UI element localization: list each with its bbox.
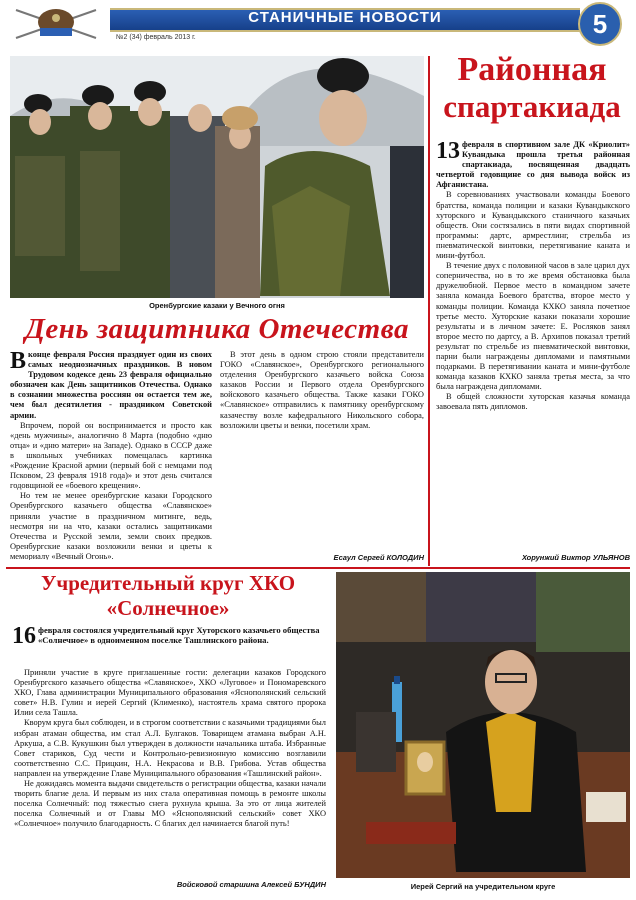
cossack-emblem-logo — [6, 2, 106, 46]
article-column-2 — [220, 350, 424, 550]
article-title-line2: «Солнечное» — [106, 596, 230, 620]
article-body — [436, 140, 630, 550]
article-column-1 — [10, 350, 212, 560]
article-lead: конце февраля Россия празднует один из своих самых неоднозначных праздников. В новом Трудовом кодексе день 23 февраля официально обозначен как День защитников Отечества. Однако в сознании множества россиян он остается тем же, чем был десятилетия - праздником Советской армии. — [10, 350, 212, 420]
author-signature: Есаул Сергей КОЛОДИН — [333, 553, 424, 562]
author-signature: Войсковой старшина Алексей БУНДИН — [176, 880, 326, 889]
article-paragraph: В этот день в одном строю стояли представители ГОКО «Славянское», Оренбургского регионального отделения Оренбургского казачьего войска Союза казаков России и Первого отдела Оренбургского войскового казачьего общества. Также казаки ГОКО «Славянское» отправились к памятнику оренбургскому казачеству возле кафедрального Никольского собора, возложили цветы и венки, посетили храм. — [220, 350, 424, 430]
article-paragraph: В соревнованиях участвовали команды Боевого братства, команда полиции и казаки Кувандыкского хуторского и Кувандыкского станичного казачьих обществ. Они состязались в пяти видах спортивной программы: дартс, армрестлинг, стрельба из пневматической винтовки, перетягивание каната и мини-футбол. — [436, 190, 630, 261]
article-lead: февраля состоялся учредительный круг Хуторского казачьего общества «Солнечное» в одноименном поселке Ташлинского района. — [38, 625, 320, 646]
article-title-line2: спартакиада — [443, 89, 621, 124]
photo-cossacks-eternal-flame — [10, 56, 424, 298]
article-title-line1: Районная — [457, 51, 607, 88]
article-lead-block — [12, 625, 326, 665]
article-body — [14, 668, 326, 878]
article-title-line1: Учредительный круг ХКО — [40, 571, 296, 595]
dropcap: 16 — [12, 625, 36, 649]
article-paragraph: Кворум круга был соблюден, и в строгом соответствии с казачьими традициями был избран атаман общества, им стал А.Л. Булгаков. Товарищем атамана выбран А.Н. Аркуша, а С.В. Кукушкин был утвержден в должности начальника штаба. Избранные Совет стариков, Суд чести и Контрольно-ревизионную комиссию возглавили соответственно С.С. Прицкин, Н.А. Некрасова и В.В. Грибова. Устав общества направлен на утверждение Главе Муниципального образования «Ташлинский район». — [14, 718, 326, 778]
article-paragraph: Не дожидаясь момента выдачи свидетельств о регистрации общества, казаки начали творить благие дела. И первым из них стала оперативная помощь в ремонте школы поселка Солнечный: под тяжестью снега рухнула крыша. За это от лица жителей поселка Солнечный и от Главы МО «Яснополянский сельский» совет ХКО «Солнечное» получило благодарность. С благих дел начинается благой путь! — [14, 779, 326, 829]
section-divider — [6, 567, 630, 569]
article-paragraph: Впрочем, порой он воспринимается и просто как «день мужчины», аналогично 8 Марта (подобно «дню отца» и «дню матери» на Западе). Однако в СССР даже в школьных учебниках помещалась картинка «Рождение Красной армии (первый бой с немцами под Псковом, 23 февраля 1918 года)» и этот день считался годовщиной ее «боевого крещения». — [10, 420, 212, 491]
newspaper-section-title: СТАНИЧНЫЕ НОВОСТИ — [248, 9, 442, 26]
photo-caption: Оренбургские казаки у Вечного огня — [149, 301, 285, 310]
article-title: День защитника Отечества — [25, 313, 409, 345]
article-paragraph: В общей сложности хуторская казачья команда завоевала пять дипломов. — [436, 392, 630, 412]
photo-priest-at-circle — [336, 572, 630, 878]
page-header — [0, 0, 636, 48]
column-divider — [428, 56, 430, 566]
author-signature: Хорунжий Виктор УЛЬЯНОВ — [521, 553, 630, 562]
article-paragraph: В течение двух с половиной часов в зале царил дух соперничества, но в то же время обстановка была дружелюбной. Первое место в командном зачете заняла команда Боевого братства, второе место у команды полиции. Команда КХКО заняла почетное третье место. Хуторские казаки показали хорошие результаты и в личном зачете: Е. Росляков занял второе место по дартсу, а В. Архипов показал третий результат по стрельбе из пневматической винтовки, парни были награждены дипломами и памятными подарками. В перетягивании каната и мини-футболе команда казаков КХКО заняла третья места, за что была награждена дипломами. — [436, 261, 630, 392]
article-lead: февраля в спортивном зале ДК «Криолит» Кувандыка прошла третья районная спартакиада, посвященная двадцать четвертой годовщине со дня вывода войск из Афганистана. — [436, 140, 630, 190]
dropcap: 13 — [436, 140, 460, 164]
issue-info: №2 (34) февраль 2013 г. — [116, 34, 196, 41]
article-paragraph: Приняли участие в круге приглашенные гости: делегации казаков Городского Оренбургского казачьего общества «Славянское», ХКО «Луговое» и Пономаревского ХКО, Глава администрации Муниципального образования «Яснополянский сельский совет» Н.В. Гулин и иерей Сергий (Клименко), настоятель храма святого пророка Илии села Ташла. — [14, 668, 326, 718]
photo-caption: Иерей Сергий на учредительном круге — [410, 882, 556, 891]
page-number: 5 — [578, 2, 622, 46]
dropcap: В — [10, 350, 27, 374]
article-paragraph: Но тем не менее оренбургские казаки Городского Оренбургского казачьего общества «Славянское» приняли участие в праздничном митинге, ведь, несмотря ни на что, казаки остались защитниками Отечества и Русской земли, земли своих предков. Оренбургские казаки возложили венки и цветы к мемориалу «Вечный Огонь». — [10, 491, 212, 560]
